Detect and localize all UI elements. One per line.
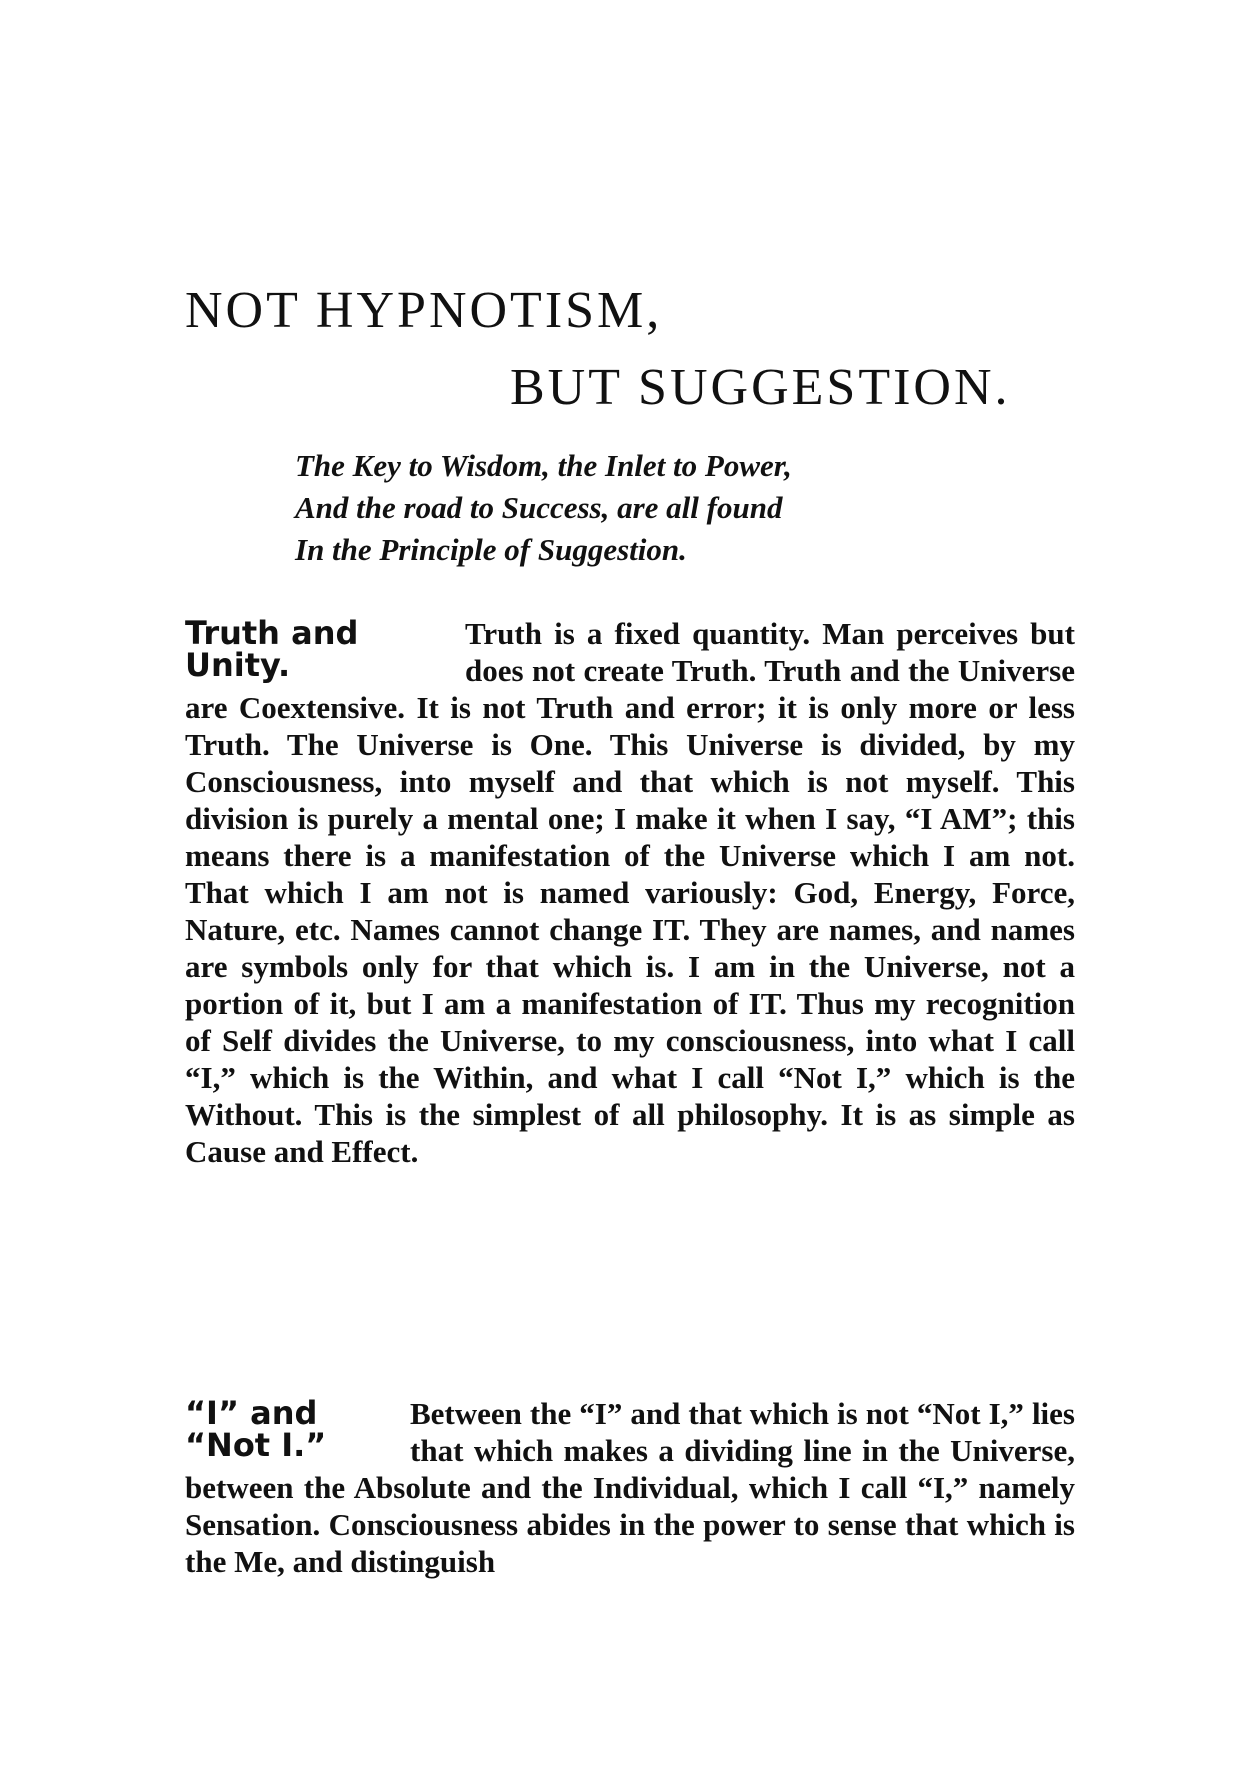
chapter-title-line-2: BUT SUGGESTION. [510, 359, 1011, 416]
sidenote-line: “Not I.” [185, 1426, 327, 1464]
motto-line: The Key to Wisdom, the Inlet to Power, [295, 448, 792, 483]
section-truth-and-unity [185, 615, 1075, 1170]
sidenote-line: Truth and [185, 614, 359, 652]
sidenote-line: “I” and [185, 1394, 318, 1432]
body-paragraph: Truth is a fixed quantity. Man perceives but does not create Truth. Truth and the Universe are Coextensive. It is not Truth and error; it is only more or less Truth. The Universe is One. This Universe is divided, by my Consciousness, into myself and that which is not myself. This division is purely a mental one; I make it when I say, “I AM”; this means there is a manifestation of the Universe which I am not. That which I am not is named variously: God, Energy, Force, Nature, etc. Names cannot change IT. They are names, and names are symbols only for that which is. I am in the Universe, not a portion of it, but I am a manifestation of IT. Thus my recognition of Self divides the Universe, to my consciousness, into what I call “I,” which is the Within, and what I call “Not I,” which is the Without. This is the simplest of all philosophy. It is as simple as Cause and Effect. [185, 616, 1075, 1169]
motto-line: And the road to Success, are all found [295, 490, 783, 525]
sidenote-truth-and-unity [185, 614, 465, 684]
motto [295, 445, 792, 571]
section-i-and-not-i [185, 1395, 1075, 1580]
motto-line: In the Principle of Suggestion. [295, 532, 687, 567]
chapter-title-line-1: NOT HYPNOTISM, [185, 282, 663, 339]
sidenote-i-and-not-i [185, 1394, 410, 1464]
body-paragraph: Between the “I” and that which is not “Not I,” lies that which makes a dividing line in the Universe, between the Absolute and the Individual, which I call “I,” namely Sensation. Consciousness abides in the power to sense that which is the Me, and distinguish [185, 1396, 1075, 1579]
sidenote-line: Unity. [185, 646, 291, 684]
